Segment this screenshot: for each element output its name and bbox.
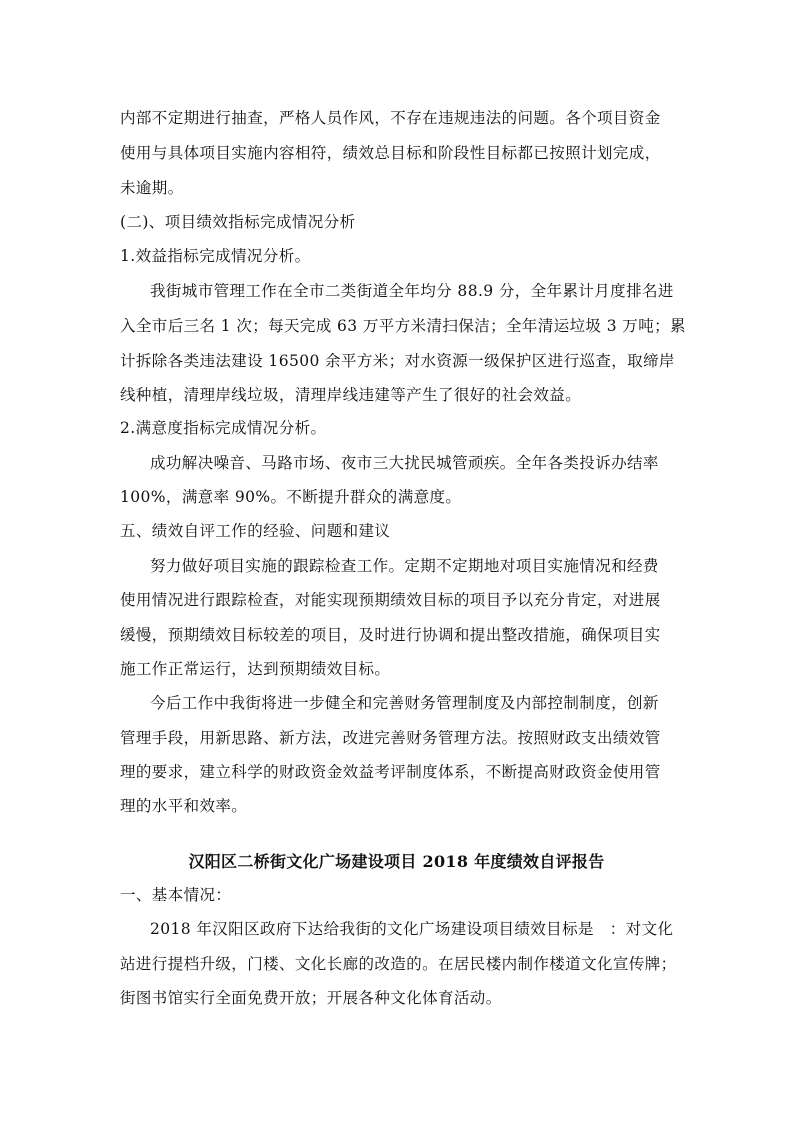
paragraph-line: 计拆除各类违法建设 16500 余平方米；对水资源一级保护区进行巡查，取缔岸: [120, 352, 675, 370]
paragraph-line: 2018 年汉阳区政府下达给我街的文化广场建设项目绩效目标是 ：对文化: [150, 920, 674, 938]
paragraph-line: 站进行提档升级，门楼、文化长廊的改造的。在居民楼内制作楼道文化宣传牌；: [120, 955, 677, 973]
paragraph-line: 今后工作中我街将进一步健全和完善财务管理制度及内部控制制度，创新: [150, 694, 659, 712]
paragraph-line: 我街城市管理工作在全市二类街道全年均分 88.9 分，全年累计月度排名进: [150, 282, 674, 300]
subsection-heading: 2.满意度指标完成情况分析。: [120, 419, 327, 437]
paragraph-line: 100%，满意率 90%。不断提升群众的满意度。: [120, 488, 462, 506]
paragraph-line: 理的水平和效率。: [120, 797, 248, 815]
paragraph-line: 入全市后三名 1 次；每天完成 63 万平方米清扫保洁；全年清运垃圾 3 万吨；累: [120, 317, 686, 335]
paragraph-line: 使用与具体项目实施内容相符，绩效总目标和阶段性目标都已按照计划完成，: [120, 144, 661, 162]
section-heading: 五、绩效自评工作的经验、问题和建议: [120, 522, 391, 540]
paragraph-line: 线种植，清理岸线垃圾，清理岸线违建等产生了很好的社会效益。: [120, 386, 582, 404]
paragraph-line: 理的要求，建立科学的财政资金效益考评制度体系，不断提高财政资金使用管: [120, 763, 661, 781]
paragraph-line: 成功解决噪音、马路市场、夜市三大扰民城管顽疾。全年各类投诉办结率: [150, 454, 659, 472]
subsection-heading: 1.效益指标完成情况分析。: [120, 247, 311, 265]
paragraph-line: 使用情况进行跟踪检查，对能实现预期绩效目标的项目予以充分肯定，对进展: [120, 591, 661, 609]
section-heading: (二)、项目绩效指标完成情况分析: [120, 213, 356, 231]
section-heading: 一、基本情况：: [120, 886, 232, 904]
report-title: 汉阳区二桥街文化广场建设项目 2018 年度绩效自评报告: [188, 852, 605, 871]
paragraph-line: 内部不定期进行抽查，严格人员作风，不存在违规违法的问题。各个项目资金: [120, 109, 661, 127]
paragraph-line: 管理手段，用新思路、新方法，改进完善财务管理方法。按照财政支出绩效管: [120, 729, 661, 747]
paragraph-line: 施工作正常运行，达到预期绩效目标。: [120, 660, 391, 678]
paragraph-line: 努力做好项目实施的跟踪检查工作。定期不定期地对项目实施情况和经费: [150, 557, 659, 575]
paragraph-line: 街图书馆实行全面免费开放；开展各种文化体育活动。: [120, 989, 502, 1007]
paragraph-line: 未逾期。: [120, 179, 184, 197]
paragraph-line: 缓慢，预期绩效目标较差的项目，及时进行协调和提出整改措施，确保项目实: [120, 626, 661, 644]
